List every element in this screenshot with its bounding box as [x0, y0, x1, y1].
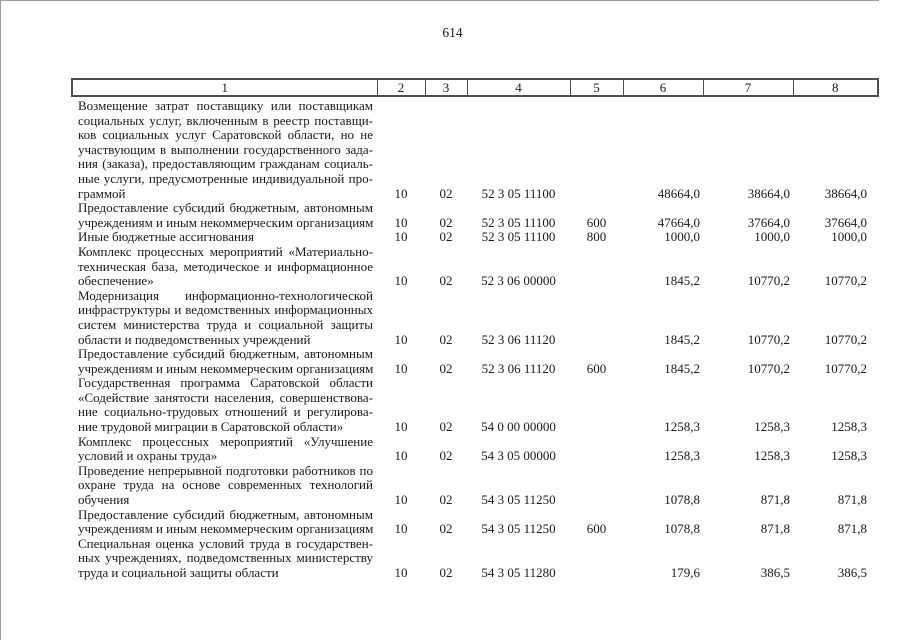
row-name-line: условий и охраны труда»: [78, 448, 218, 464]
row-name-line: Комплекс процессных мероприятий «Улучшение: [78, 433, 373, 449]
amount-col7-cell: 10770,2: [747, 360, 790, 376]
amount-col6-cell: 1078,8: [664, 492, 700, 508]
target-article-code-cell: 52 3 05 11100: [481, 185, 556, 201]
row-name-line: ние социально-трудовых отношений и регулирова-: [78, 404, 373, 420]
subsection-code-cell: 02: [439, 492, 453, 508]
budget-table: [71, 78, 879, 581]
subsection-code-cell: 02: [439, 185, 453, 201]
expense-type-code-cell: [570, 537, 623, 581]
row-name-cell: [72, 376, 377, 434]
row-name-line: Предоставление субсидий бюджетным, автономным: [78, 506, 373, 522]
target-article-code-cell: 52 3 05 11100: [481, 214, 556, 230]
row-name-line: социальных услуг, включенным в реестр поставщи-: [78, 112, 373, 128]
table-body: [72, 96, 878, 581]
target-article-code-cell: 52 3 06 11120: [481, 331, 556, 347]
row-name-line: охране труда на основе современных технологий: [78, 477, 373, 493]
row-name-line: Предоставление субсидий бюджетным, автономным: [78, 200, 373, 216]
target-article-code-cell: 54 3 05 11250: [481, 521, 556, 537]
table-row: [72, 347, 878, 376]
section-code-cell: 10: [394, 229, 408, 245]
expense-type-code-cell: [570, 96, 623, 201]
row-name-line: учреждениям и иным некоммерческим организациям: [78, 360, 374, 376]
row-name-line: Возмещение затрат поставщику или поставщикам: [78, 98, 373, 113]
row-name-line: ные услуги, предусмотренные индивидуальной про-: [78, 170, 373, 186]
row-name-line: ния (заказа), предоставляющим гражданам социаль-: [78, 156, 373, 172]
amount-col7-cell: 1258,3: [754, 448, 790, 464]
subsection-code-cell: 02: [439, 521, 453, 537]
amount-col8-cell: 871,8: [837, 492, 867, 508]
column-header-1: 1: [72, 79, 377, 96]
viewport-border-top: [0, 0, 879, 1]
subsection-code-cell: 02: [439, 419, 453, 435]
row-name-cell: [72, 201, 377, 230]
table-row: [72, 435, 878, 464]
amount-col7-cell: 386,5: [760, 565, 790, 580]
section-code-cell: 10: [394, 273, 408, 289]
row-name-line: учреждениям и иным некоммерческим организациям: [78, 521, 374, 537]
page-number: 614: [442, 25, 463, 40]
table-row: [72, 289, 878, 347]
amount-col6-cell: 48664,0: [657, 185, 700, 201]
expense-type-code-cell: [570, 435, 623, 464]
target-article-code-cell: 52 3 06 11120: [481, 360, 556, 376]
amount-col7-cell: 10770,2: [747, 331, 790, 347]
amount-col7-cell: 10770,2: [747, 273, 790, 289]
subsection-code-cell: 02: [439, 565, 453, 580]
subsection-code-cell: 02: [439, 331, 453, 347]
row-name-line: техническая база, методическое и информационное: [78, 258, 373, 274]
amount-col6-cell: 1845,2: [664, 273, 700, 289]
row-name-line: инфраструктуры и ведомственных информационных: [78, 302, 373, 318]
expense-type-code-cell: [570, 376, 623, 434]
row-name-cell: [72, 508, 377, 537]
expense-type-code-cell: 600: [586, 360, 607, 376]
subsection-code-cell: 02: [439, 360, 453, 376]
row-name-line: обеспечение»: [78, 273, 154, 289]
row-name-line: области и подведомственных учреждений: [78, 331, 311, 347]
expense-type-code-cell: 800: [586, 229, 607, 245]
row-name-cell: [72, 96, 377, 201]
amount-col7-cell: 37664,0: [747, 214, 790, 230]
target-article-code-cell: 54 3 05 11280: [481, 565, 556, 580]
row-name-line: труда и социальной защиты области: [78, 565, 279, 580]
section-code-cell: 10: [394, 521, 408, 537]
column-header-6: 6: [623, 79, 703, 96]
amount-col6-cell: 1845,2: [664, 360, 700, 376]
subsection-code-cell: 02: [439, 214, 453, 230]
amount-col8-cell: 871,8: [837, 521, 867, 537]
viewport-border-left: [0, 0, 1, 640]
amount-col7-cell: 1000,0: [754, 229, 790, 245]
table-row: [72, 230, 878, 245]
amount-col7-cell: 871,8: [760, 492, 790, 508]
subsection-code-cell: 02: [439, 273, 453, 289]
row-name-line: учреждениям и иным некоммерческим организациям: [78, 214, 374, 230]
amount-col8-cell: 37664,0: [824, 214, 867, 230]
amount-col8-cell: 1258,3: [831, 419, 867, 435]
expense-type-code-cell: [570, 464, 623, 508]
expense-type-code-cell: [570, 245, 623, 289]
row-name-line: участвующим в выполнении государственного зада-: [78, 141, 373, 157]
row-name-line: Предоставление субсидий бюджетным, автономным: [78, 346, 373, 362]
target-article-code-cell: 54 0 00 00000: [481, 419, 556, 435]
amount-col6-cell: 47664,0: [657, 214, 700, 230]
section-code-cell: 10: [394, 214, 408, 230]
row-name-line: ных учреждениях, подведомственных министерству: [78, 550, 373, 566]
row-name-line: Иные бюджетные ассигнования: [78, 229, 254, 245]
table-header-row: [72, 79, 878, 96]
row-name-cell: [72, 347, 377, 376]
amount-col6-cell: 1000,0: [664, 229, 700, 245]
subsection-code-cell: 02: [439, 448, 453, 464]
table-row: [72, 464, 878, 508]
amount-col6-cell: 1258,3: [664, 448, 700, 464]
table-header: [72, 79, 878, 96]
column-header-8: 8: [793, 79, 878, 96]
amount-col6-cell: 1845,2: [664, 331, 700, 347]
target-article-code-cell: 52 3 06 00000: [481, 273, 556, 289]
table-row: [72, 96, 878, 201]
section-code-cell: 10: [394, 565, 408, 580]
row-name-line: Специальная оценка условий труда в государствен-: [78, 535, 373, 551]
amount-col8-cell: 1000,0: [831, 229, 867, 245]
amount-col6-cell: 1078,8: [664, 521, 700, 537]
section-code-cell: 10: [394, 331, 408, 347]
section-code-cell: 10: [394, 360, 408, 376]
subsection-code-cell: 02: [439, 229, 453, 245]
amount-col8-cell: 10770,2: [824, 331, 867, 347]
amount-col8-cell: 1258,3: [831, 448, 867, 464]
target-article-code-cell: 54 3 05 11250: [481, 492, 556, 508]
amount-col6-cell: 1258,3: [664, 419, 700, 435]
table-row: [72, 245, 878, 289]
section-code-cell: 10: [394, 492, 408, 508]
expense-type-code-cell: [570, 289, 623, 347]
amount-col8-cell: 10770,2: [824, 273, 867, 289]
row-name-cell: [72, 245, 377, 289]
row-name-line: Модернизация информационно-технологической: [78, 287, 373, 303]
section-code-cell: 10: [394, 448, 408, 464]
amount-col6-cell: 179,6: [670, 565, 700, 580]
column-header-2: 2: [377, 79, 425, 96]
column-header-4: 4: [467, 79, 570, 96]
row-name-cell: [72, 464, 377, 508]
target-article-code-cell: 54 3 05 00000: [481, 448, 556, 464]
amount-col7-cell: 1258,3: [754, 419, 790, 435]
row-name-line: обучения: [78, 492, 130, 508]
table-row: [72, 508, 878, 537]
amount-col8-cell: 10770,2: [824, 360, 867, 376]
row-name-cell: [72, 435, 377, 464]
table-row: [72, 201, 878, 230]
row-name-line: ние трудовой миграции в Саратовской области»: [78, 419, 344, 435]
row-name-line: граммой: [78, 185, 126, 201]
row-name-cell: [72, 537, 377, 581]
row-name-line: ков социальных услуг Саратовской области, но не: [78, 127, 373, 143]
expense-type-code-cell: 600: [586, 521, 607, 537]
row-name-line: Комплекс процессных мероприятий «Материально-: [78, 243, 373, 259]
row-name-line: Проведение непрерывной подготовки работников по: [78, 462, 373, 478]
amount-col7-cell: 871,8: [760, 521, 790, 537]
column-header-5: 5: [570, 79, 623, 96]
amount-col8-cell: 38664,0: [824, 185, 867, 201]
row-name-line: систем министерства труда и социальной защиты: [78, 316, 373, 332]
amount-col8-cell: 386,5: [837, 565, 867, 580]
row-name-line: «Содействие занятости населения, совершенствова-: [78, 389, 373, 405]
amount-col7-cell: 38664,0: [747, 185, 790, 201]
row-name-cell: [72, 230, 377, 245]
table-row: [72, 376, 878, 434]
column-header-7: 7: [703, 79, 793, 96]
row-name-cell: [72, 289, 377, 347]
section-code-cell: 10: [394, 419, 408, 435]
target-article-code-cell: 52 3 05 11100: [481, 229, 556, 245]
table-row: [72, 537, 878, 581]
column-header-3: 3: [425, 79, 467, 96]
expense-type-code-cell: 600: [586, 214, 607, 230]
row-name-line: Государственная программа Саратовской области: [78, 375, 373, 391]
section-code-cell: 10: [394, 185, 408, 201]
